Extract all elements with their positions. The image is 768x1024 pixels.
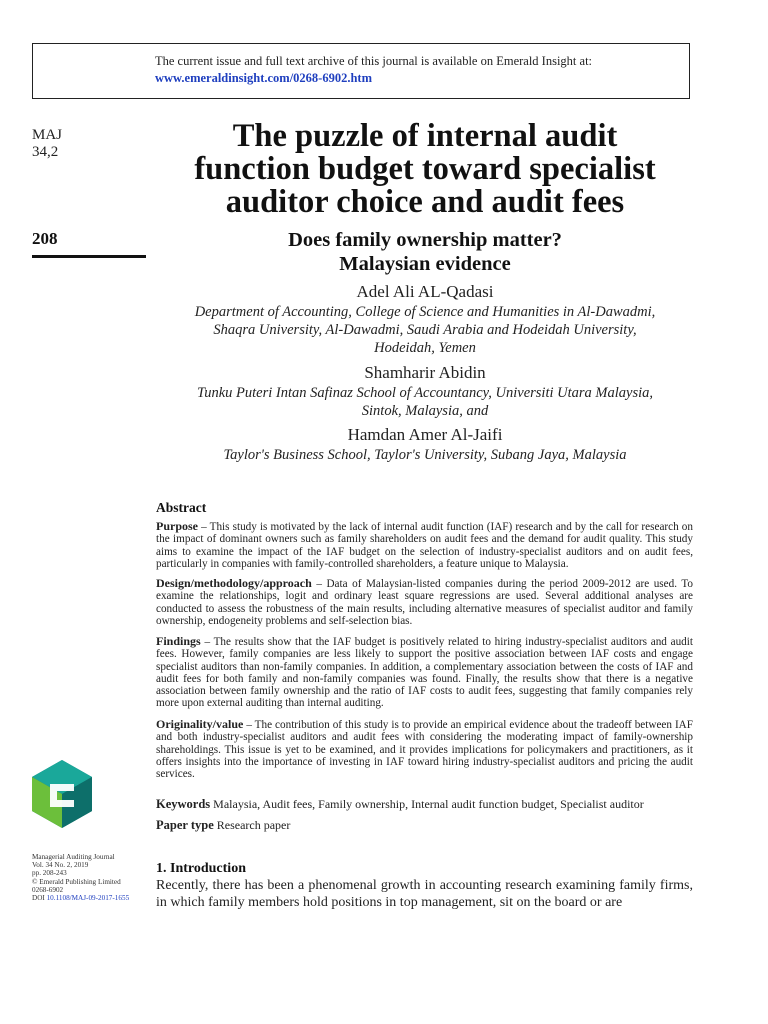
paper-type-text: Research paper xyxy=(213,818,291,832)
title-line: The puzzle of internal audit xyxy=(232,118,618,154)
author-name: Shamharir Abidin xyxy=(364,363,486,382)
findings-label: Findings xyxy=(156,634,201,648)
affiliation-line: Hodeidah, Yemen xyxy=(374,340,476,356)
abstract-design xyxy=(156,577,693,627)
journal-availability-box xyxy=(32,43,690,99)
author-affiliation xyxy=(150,384,700,420)
doi-link[interactable]: 10.1108/MAJ-09-2017-1655 xyxy=(46,894,130,903)
abstract-findings xyxy=(156,635,693,710)
journal-abbreviation xyxy=(32,127,62,161)
author-affiliation xyxy=(150,303,700,357)
journal-abbrev-text: MAJ xyxy=(32,127,63,143)
paper-type-label: Paper type xyxy=(156,818,214,832)
originality-text: – The contribution of this study is to provide an empirical evidence about the tradeoff between IAF and both industry-specialist auditors and audit fees with considering the moderating impact of family-ownership shareholdings. This issue is yet to be examined, and it provides implications for policymakers and practitioners, as it offers insights into the importance of investing in IAF toward hiring industry-specialist auditors and pricing the audit services. xyxy=(156,719,693,781)
emerald-logo-icon xyxy=(32,760,92,828)
page-number-rule xyxy=(32,255,146,258)
keywords-text: Malaysia, Audit fees, Family ownership, Internal audit function budget, Specialist auditor xyxy=(210,797,644,811)
keywords xyxy=(156,797,693,812)
affiliation-line: Sintok, Malaysia, and xyxy=(361,403,489,419)
abstract-heading: Abstract xyxy=(156,500,207,515)
paper-type xyxy=(156,818,693,833)
purpose-text: – This study is motivated by the lack of internal audit function (IAF) research and by the call for research on the impact of dominant owners such as family shareholders on audit fees and the demand for audit quality. This study aims to examine the impact of the IAF budget on the selection of industry-specialist auditors and on audit fees, particularly in companies with family-controlled shareholders, a feature unique to Malaysia. xyxy=(156,521,693,570)
title-line: auditor choice and audit fees xyxy=(225,184,625,220)
subtitle-line: Does family ownership matter? xyxy=(288,229,562,251)
volume-issue-text: 34,2 xyxy=(32,144,59,160)
publication-info xyxy=(32,853,129,902)
design-label: Design/methodology/approach xyxy=(156,576,312,590)
affiliation-line: Department of Accounting, College of Science and Humanities in Al-Dawadmi, xyxy=(194,304,656,320)
pages-line: pp. 208-243 xyxy=(32,869,67,878)
abstract-originality xyxy=(156,718,693,780)
author-affiliation xyxy=(150,446,700,464)
affiliation-line: Shaqra University, Al-Dawadmi, Saudi Arabia and Hodeidah University, xyxy=(213,322,637,338)
design-text: – Data of Malaysian-listed companies during the period 2009-2012 are used. To examine the relationships, logit and ordinary least square regressions are used. Several additional analyses are conducted to assess the robustness of the main results, including alternative measures of specialist auditor and family ownership, endogeneity problems and self-selection bias. xyxy=(156,578,693,627)
originality-label: Originality/value xyxy=(156,717,244,731)
availability-text: The current issue and full text archive of this journal is available on Emerald Insight at: xyxy=(155,54,593,68)
affiliation-line: Tunku Puteri Intan Safinaz School of Accountancy, Universiti Utara Malaysia, xyxy=(196,385,654,401)
introduction-heading: 1. Introduction xyxy=(156,861,246,876)
journal-name: Managerial Auditing Journal xyxy=(32,853,115,861)
author-name: Adel Ali AL-Qadasi xyxy=(356,282,494,301)
copyright-line: © Emerald Publishing Limited xyxy=(32,877,121,886)
issn-line: 0268-6902 xyxy=(32,885,64,894)
findings-text: – The results show that the IAF budget is positively related to hiring industry-specialist auditors and audit fees. However, family companies are less likely to support the positive association between IAF costs and engage specialist auditors than non-family companies. In addition, a complementary association between the costs of IAF and audit fees for both family and non-family companies was found. Finally, the results show that there is a negative association between family ownership and the ratio of IAF costs to audit fees, suggesting that family companies rely more upon external auditing than internal auditing. xyxy=(156,636,693,710)
introduction-text: Recently, there has been a phenomenal growth in accounting research examining family firms, in which family members hold positions in top management, sit on the board or are xyxy=(156,878,693,910)
purpose-label: Purpose xyxy=(156,519,198,533)
doi-label: DOI xyxy=(32,894,45,903)
abstract-purpose xyxy=(156,520,693,570)
title-line: function budget toward specialist xyxy=(194,151,656,187)
keywords-label: Keywords xyxy=(156,797,211,811)
subtitle-line: Malaysian evidence xyxy=(339,253,511,275)
page-number: 208 xyxy=(32,229,58,248)
paper-subtitle xyxy=(150,228,700,276)
affiliation-line: Taylor's Business School, Taylor's University, Subang Jaya, Malaysia xyxy=(223,447,627,463)
volume-line: Vol. 34 No. 2, 2019 xyxy=(32,861,89,870)
doi-line xyxy=(32,894,129,902)
author-name: Hamdan Amer Al-Jaifi xyxy=(347,425,503,444)
paper-title xyxy=(150,120,700,219)
journal-url-link[interactable]: www.emeraldinsight.com/0268-6902.htm xyxy=(155,71,372,85)
